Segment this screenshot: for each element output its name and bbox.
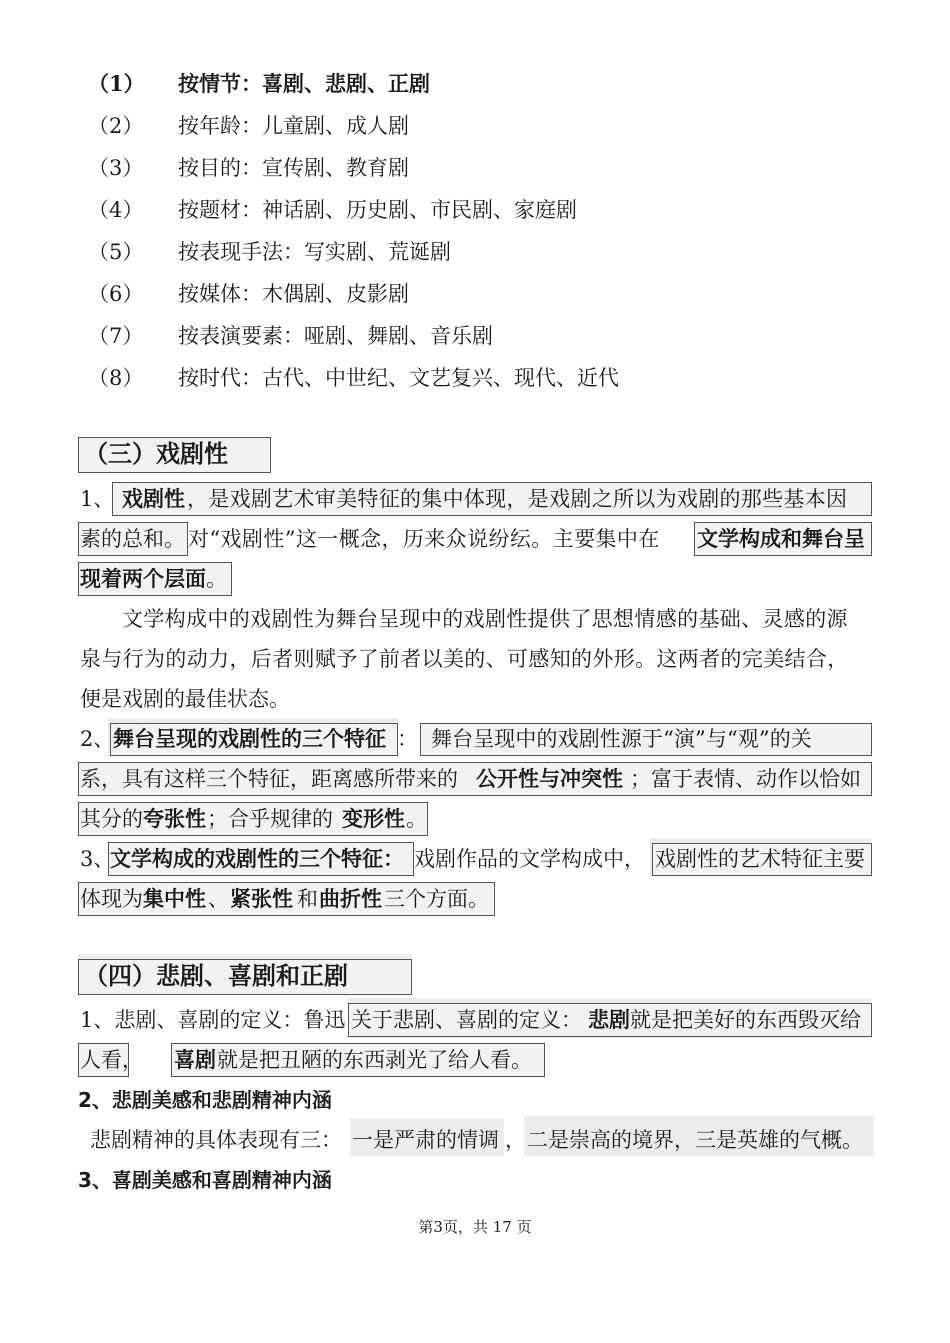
list-item: 按时代：古代、中世纪、文艺复兴、现代、近代 [178,366,619,390]
paragraph-text: ， [505,1128,526,1152]
paragraph-text: 悲剧精神的具体表现有三： [90,1128,342,1152]
term-bold: 集中性 [143,886,206,911]
paragraph-text: 泉与行为的动力，后者则赋予了前者以美的、可感知的外形。这两者的完美结合， [80,647,849,671]
paragraph-text: 体现为 [80,887,143,911]
term-bold: 变形性 [342,806,405,831]
paragraph-text: 。 [206,567,227,591]
list-number: （6） [88,282,144,306]
term-bold: 夸张性 [143,806,206,831]
item-number: 1、 [80,487,115,511]
paragraph-text: 三个方面。 [384,887,489,911]
paragraph-text: ： [397,727,418,751]
paragraph-text: ，是戏剧艺术审美特征的集中体现，是戏剧之所以为戏剧的那些基本因 [187,487,848,511]
paragraph-text: 、 [208,887,229,911]
term-bold: 文学构成的戏剧性的三个特征： [110,846,404,871]
list-number: （2） [88,114,144,138]
paragraph-text: 戏剧作品的文学构成中， [414,847,645,871]
list-item: 按表现手法：写实剧、荒诞剧 [178,240,451,264]
section-heading: （三）戏剧性 [84,440,228,468]
list-number: （7） [88,324,144,348]
paragraph-text: 关于悲剧、喜剧的定义： [351,1008,582,1032]
paragraph-text: 戏剧性的艺术特征主要 [655,847,865,871]
paragraph-text: ；合乎规律的 [207,807,333,831]
paragraph-text: 系，具有这样三个特征，距离感所带来的 [80,767,458,791]
term-bold: 悲剧 [588,1007,630,1032]
paragraph-text: 二是崇高的境界，三是英雄的气概。 [527,1128,863,1152]
list-item: 按表演要素：哑剧、舞剧、音乐剧 [178,324,493,348]
section-heading: （四）悲剧、喜剧和正剧 [84,962,348,990]
list-item: 按题材：神话剧、历史剧、市民剧、家庭剧 [178,198,577,222]
page-footer: 第3页，共 17 页 [418,1218,532,1236]
paragraph-text: 舞台呈现中的戏剧性源于“演”与“观”的关 [431,727,812,751]
term-bold: 戏剧性 [122,486,185,511]
list-number: （4） [88,198,144,222]
paragraph-text: ；富于表情、动作以恰如 [630,767,861,791]
list-item: 按目的：宣传剧、教育剧 [178,156,409,180]
paragraph-text: 其分的 [80,807,143,831]
list-number: （5） [88,240,144,264]
list-number: （8） [88,366,144,390]
list-item: 按媒体：木偶剧、皮影剧 [178,282,409,306]
subheading: 3、喜剧美感和喜剧精神内涵 [78,1168,332,1192]
list-number: （1） [88,71,145,96]
paragraph-text: 和 [297,887,318,911]
item-number: 2、 [80,727,115,751]
term-bold: 文学构成和舞台呈 [697,526,865,551]
term-bold: 舞台呈现的戏剧性的三个特征 [113,726,386,751]
term-bold: 现着两个层面 [80,566,206,591]
list-item: 按情节：喜剧、悲剧、正剧 [178,71,430,96]
paragraph-text: 。 [406,807,427,831]
paragraph-text: 对“戏剧性”这一概念，历来众说纷纭。主要集中在 [188,527,660,551]
paragraph-text: 就是把丑陋的东西剥光了给人看。 [217,1048,532,1072]
paragraph-text: 人看， [80,1048,143,1072]
list-number: （3） [88,156,144,180]
paragraph-text: 一是严肃的情调 [352,1128,499,1152]
paragraph-text: 就是把美好的东西毁灭给 [630,1008,861,1032]
term-bold: 喜剧 [174,1047,216,1072]
term-bold: 曲折性 [319,886,382,911]
paragraph-text: 1、悲剧、喜剧的定义：鲁迅 [80,1008,346,1032]
paragraph-text: 便是戏剧的最佳状态。 [80,687,290,711]
term-bold: 公开性与冲突性 [476,766,623,791]
item-number: 3、 [80,847,115,871]
list-item: 按年龄：儿童剧、成人剧 [178,114,409,138]
subheading: 2、悲剧美感和悲剧精神内涵 [78,1088,332,1112]
paragraph-text: 素的总和。 [80,527,185,551]
term-bold: 紧张性 [230,886,293,911]
paragraph-text: 文学构成中的戏剧性为舞台呈现中的戏剧性提供了思想情感的基础、灵感的源 [122,607,848,631]
